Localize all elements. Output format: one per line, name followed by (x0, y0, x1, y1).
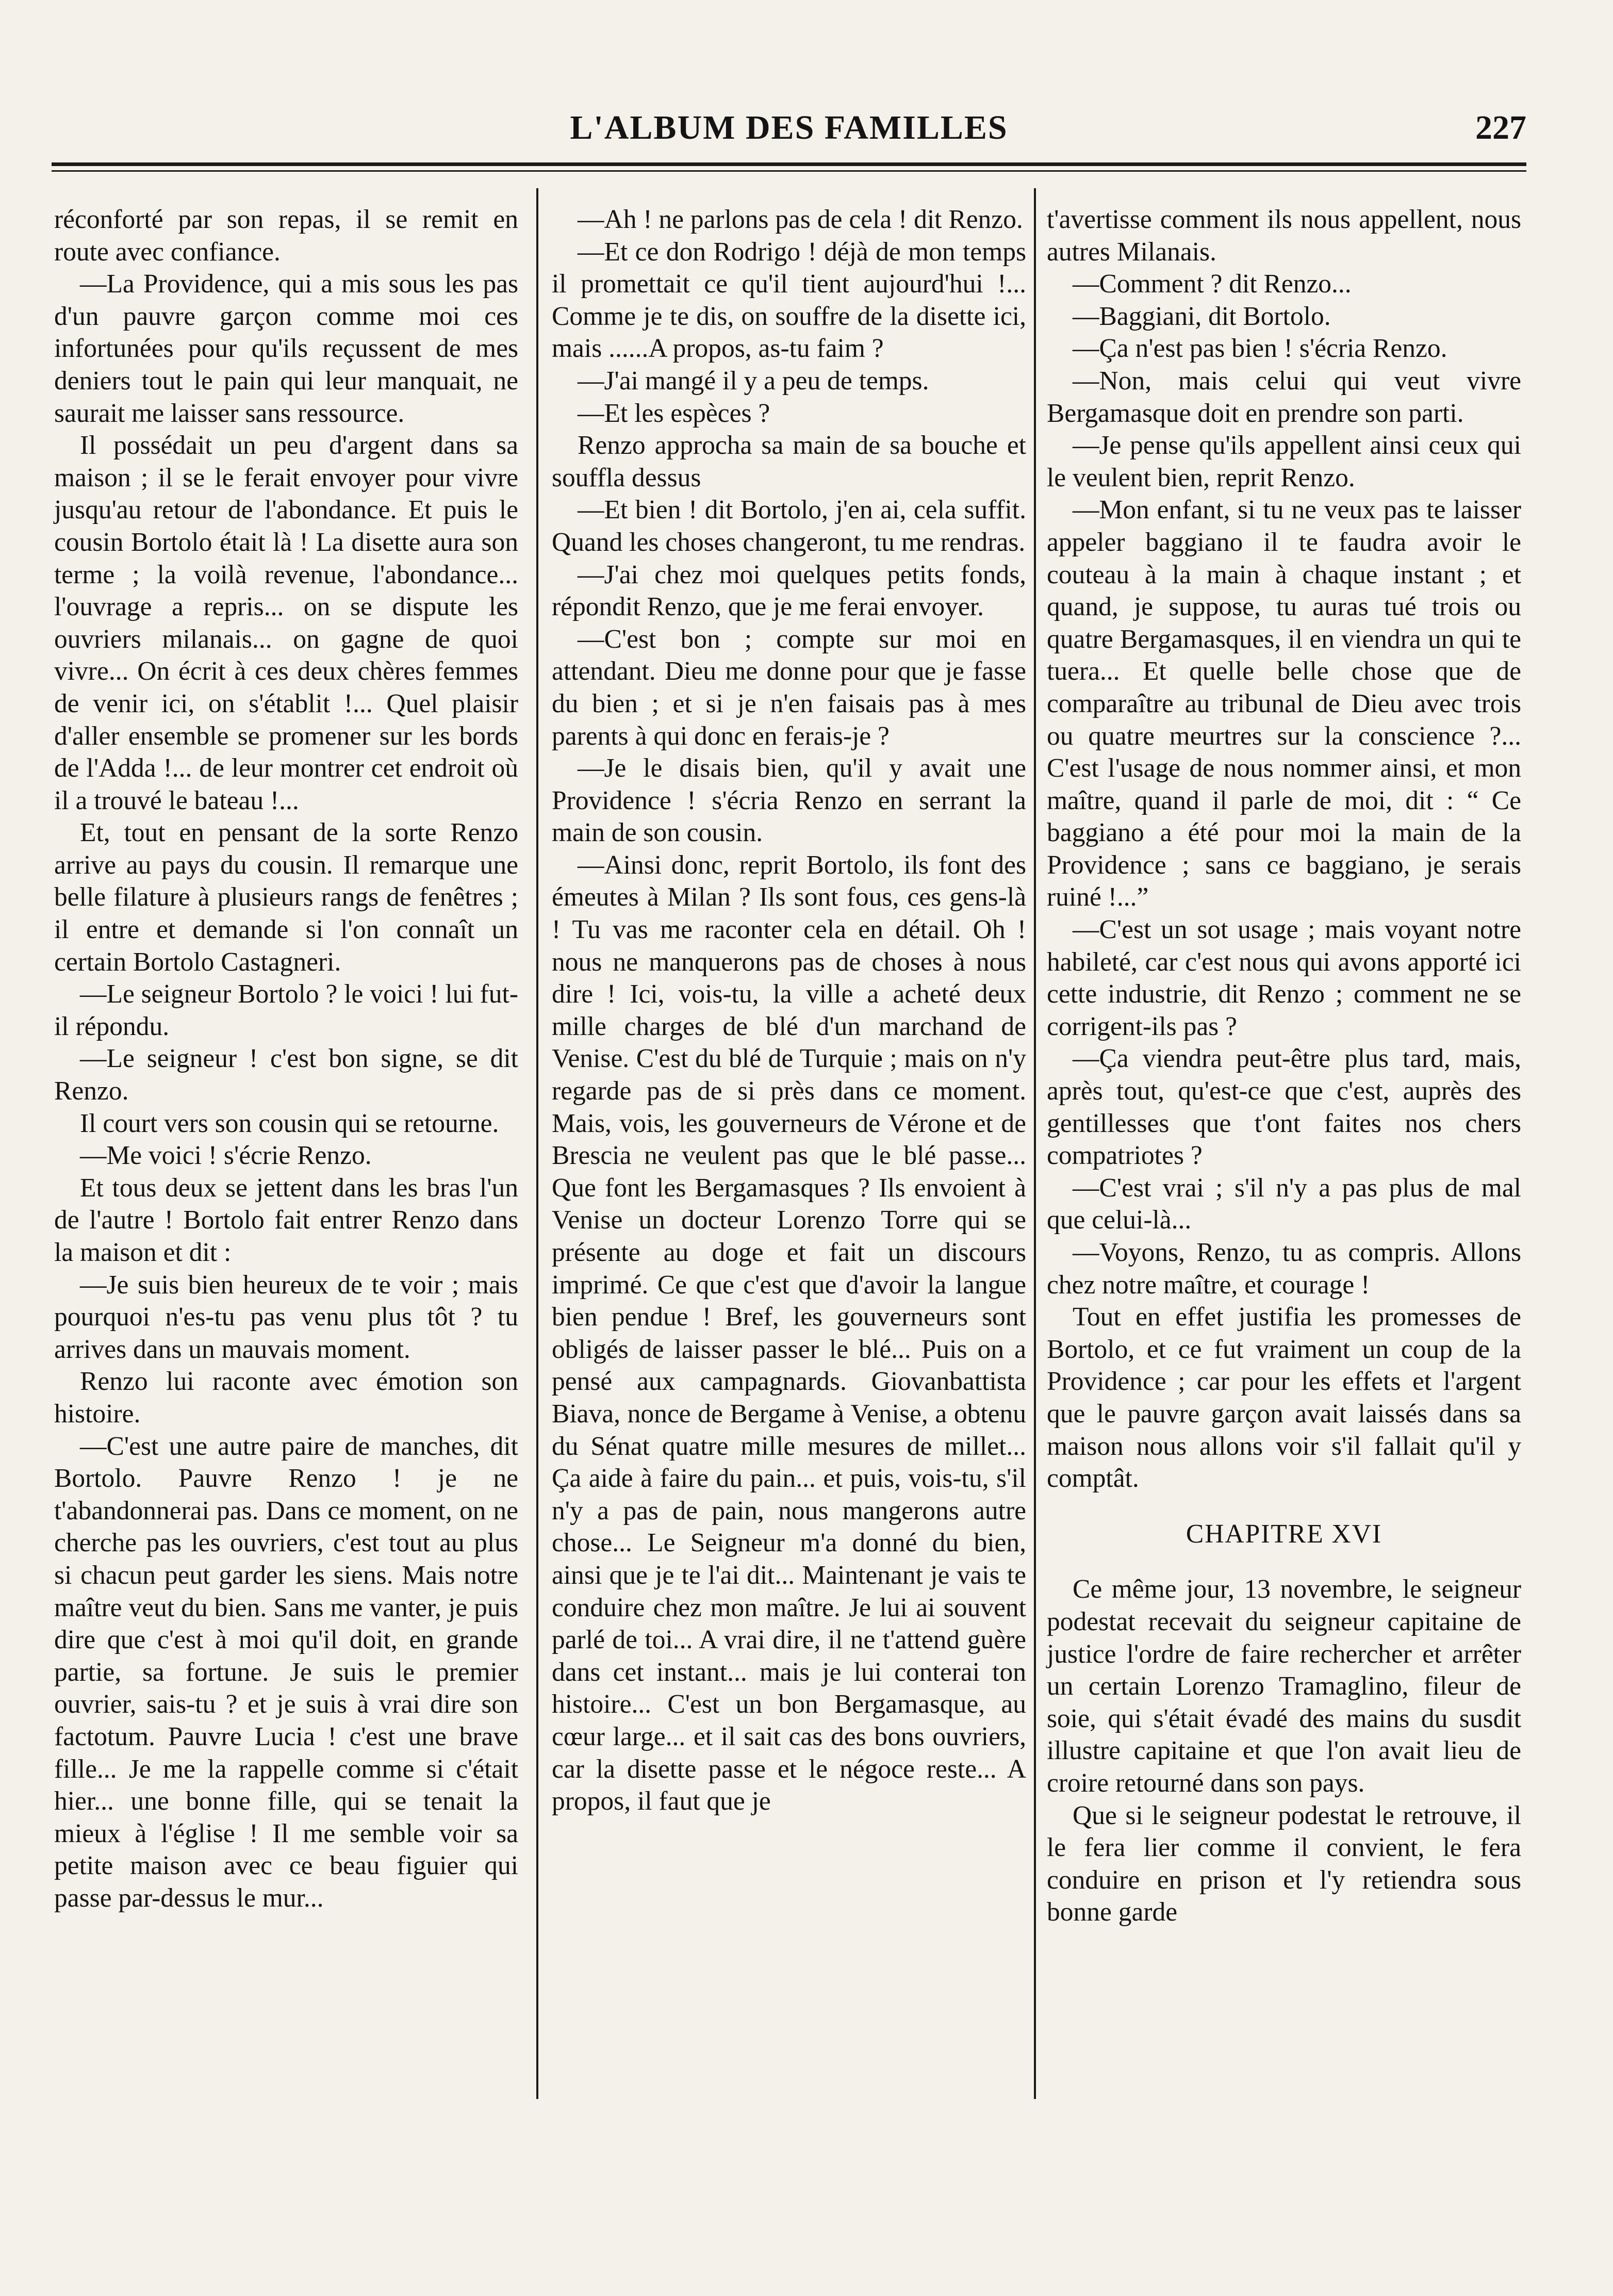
paragraph: Que si le seigneur podestat le retrouve, il le fera lier comme il convient, le fera conduire en prison et l'y retiendra sous bonne garde (1047, 1800, 1521, 1927)
paragraph: —Le seigneur Bortolo ? le voici ! lui fut-il répondu. (54, 979, 518, 1041)
paragraph: —Et bien ! dit Bortolo, j'en ai, cela suffit. Quand les choses changeront, tu me rendras. (552, 495, 1026, 557)
paragraph: —Non, mais celui qui veut vivre Bergamasque doit en prendre son parti. (1047, 366, 1521, 428)
paragraph: —Je le disais bien, qu'il y avait une Providence ! s'écria Renzo en serrant la main de son cousin. (552, 753, 1026, 848)
page-number: 227 (1475, 109, 1526, 146)
paragraph: —Ça viendra peut-être plus tard, mais, après tout, qu'est-ce que c'est, auprès des gentillesses que t'ont faites nos chers compatriotes ? (1047, 1044, 1521, 1171)
paragraph: —Le seigneur ! c'est bon signe, se dit Renzo. (54, 1044, 518, 1106)
paragraph: Ce même jour, 13 novembre, le seigneur podestat recevait du seigneur capitaine de justice l'ordre de faire rechercher et arrêter un certain Lorenzo Tramaglino, fileur de soie, qui s'était évadé des mains du susdit illustre capitaine et que l'on avait lieu de croire retourné dans son pays. (1047, 1575, 1521, 1798)
paragraph: Tout en effet justifia les promesses de Bortolo, et ce fut vraiment un coup de la Providence ; car pour les effets et l'argent que le pauvre garçon avait laissés dans sa maison nous allons voir s'il fallait qu'il y comptât. (1047, 1302, 1521, 1494)
text-column-1 (54, 204, 518, 1914)
page-header (52, 108, 1526, 155)
paragraph: —Voyons, Renzo, tu as compris. Allons chez notre maître, et courage ! (1047, 1238, 1521, 1300)
paragraph: —Ainsi donc, reprit Bortolo, ils font des émeutes à Milan ? Ils sont fous, ces gens-là ! Tu vas me raconter cela en détail. Oh ! nous ne manquerons pas de choses à nous dire ! Ici, vois-tu, la ville a acheté deux mille charges de blé d'un marchand de Venise. C'est du blé de Turquie ; mais on n'y regarde pas de si près dans ce moment. Mais, vois, les gouverneurs de Vérone et de Brescia ne veulent pas que le blé passe... Que font les Bergamasques ? Ils envoient à Venise un docteur Lorenzo Torre qui se présente au doge et fait un discours imprimé. Ce que c'est que d'avoir la langue bien pendue ! Bref, les gouverneurs sont obligés de laisser passer le blé... Puis on a pensé aux campagnards. Giovanbattista Biava, nonce de Bergame à Venise, a obtenu du Sénat quatre mille mesures de millet... Ça aide à faire du pain... et puis, vois-tu, s'il n'y a pas de pain, nous mangerons autre chose... Le Seigneur m'a donné du bien, ainsi que je te l'ai dit... Maintenant je vais te conduire chez mon maître. Je lui ai souvent parlé de toi... A vrai dire, il ne t'attend guère dans cet instant... mais je lui conterai ton histoire... C'est un bon Bergamasque, au cœur large... et il sait cas des bons ouvriers, car la disette passe et le négoce reste... A propos, il faut que je (552, 850, 1026, 1816)
chapter-heading: CHAPITRE XVI (1186, 1519, 1382, 1549)
paragraph: —Comment ? dit Renzo... (1073, 269, 1352, 299)
paragraph: —Ah ! ne parlons pas de cela ! dit Renzo. (578, 205, 1023, 234)
running-title: L'ALBUM DES FAMILLES (570, 109, 1008, 146)
paragraph: —C'est une autre paire de manches, dit Bortolo. Pauvre Renzo ! je ne t'abandonnerai pas. Dans ce moment, on ne cherche pas les ouvriers, c'est tout au plus si chacun peut garder les siens. Mais notre maître veut du bien. Sans me vanter, je puis dire que c'est à moi qu'il doit, en grande partie, sa fortune. Je suis le premier ouvrier, sais-tu ? et je suis à vrai dire son factotum. Pauvre Lucia ! c'est une brave fille... Je me la rappelle comme si c'était hier... une bonne fille, qui se tenait la mieux à l'église ! Il me semble voir sa petite maison avec ce beau figuier qui passe par-dessus le mur... (54, 1431, 518, 1913)
paragraph: Renzo approcha sa main de sa bouche et souffla dessus (552, 431, 1026, 493)
paragraph: —J'ai mangé il y a peu de temps. (578, 366, 929, 396)
paragraph: réconforté par son repas, il se remit en route avec confiance. (54, 205, 518, 267)
paragraph: —Je suis bien heureux de te voir ; mais pourquoi n'es-tu pas venu plus tôt ? tu arrives dans un mauvais moment. (54, 1270, 518, 1364)
text-column-2 (552, 204, 1026, 1818)
column-separator-right (1034, 188, 1036, 2099)
paragraph: —Et ce don Rodrigo ! déjà de mon temps il promettait ce qu'il tient aujourd'hui !... Comme je te dis, on souffre de la disette ici, mais ......A propos, as-tu faim ? (552, 237, 1026, 364)
paragraph: —Ça n'est pas bien ! s'écria Renzo. (1073, 334, 1447, 364)
text-column-3 (1047, 204, 1521, 1929)
paragraph: Renzo lui raconte avec émotion son histoire. (54, 1367, 518, 1429)
paragraph: —Je pense qu'ils appellent ainsi ceux qui le veulent bien, reprit Renzo. (1047, 431, 1521, 493)
paragraph: —Baggiani, dit Bortolo. (1073, 301, 1331, 331)
paragraph: —J'ai chez moi quelques petits fonds, répondit Renzo, que je me ferai envoyer. (552, 560, 1026, 622)
paragraph: t'avertisse comment ils nous appellent, nous autres Milanais. (1047, 205, 1521, 267)
paragraph: —Et les espèces ? (578, 398, 770, 428)
paragraph: Et tous deux se jettent dans les bras l'un de l'autre ! Bortolo fait entrer Renzo dans la maison et dit : (54, 1173, 518, 1267)
column-separator-left (536, 188, 538, 2099)
paragraph: —Mon enfant, si tu ne veux pas te laisser appeler baggiano il te faudra avoir le couteau à la main à chaque instant ; et quand, je suppose, tu auras tué trois ou quatre Bergamasques, il en viendra un qui te tuera... Et quelle belle chose que de comparaître au tribunal de Dieu avec trois ou quatre meurtres sur la conscience ?... C'est l'usage de nous nommer ainsi, et mon maître, quand il parle de moi, dit : “ Ce baggiano a été pour moi la main de la Providence ; sans ce baggiano, je serais ruiné !...” (1047, 495, 1521, 912)
header-rule-thin (52, 170, 1526, 172)
paragraph: —La Providence, qui a mis sous les pas d'un pauvre garçon comme moi ces infortunées pour qu'ils reçussent de mes deniers tout le pain qui leur manquait, ne saurait me laisser sans ressource. (54, 269, 518, 428)
paragraph: —Me voici ! s'écrie Renzo. (80, 1141, 372, 1171)
paragraph: Il possédait un peu d'argent dans sa maison ; il se le ferait envoyer pour vivre jusqu'au retour de l'abondance. Et puis le cousin Bortolo était là ! La disette aura son terme ; la voilà revenue, l'abondance... l'ouvrage a repris... on se dispute les ouvriers milanais... on gagne de quoi vivre... On écrit à ces deux chères femmes de venir ici, on s'établit !... Quel plaisir d'aller ensemble se promener sur les bords de l'Adda !... de leur montrer cet endroit où il a trouvé le bateau !... (54, 431, 518, 815)
paragraph: —C'est un sot usage ; mais voyant notre habileté, car c'est nous qui avons apporté ici cette industrie, dit Renzo ; comment ne se corrigent-ils pas ? (1047, 915, 1521, 1041)
paragraph: —C'est vrai ; s'il n'y a pas plus de mal que celui-là... (1047, 1173, 1521, 1235)
paragraph: Et, tout en pensant de la sorte Renzo arrive au pays du cousin. Il remarque une belle filature à plusieurs rangs de fenêtres ; il entre et demande si l'on connaît un certain Bortolo Castagneri. (54, 818, 518, 977)
paragraph: Il court vers son cousin qui se retourne. (80, 1108, 499, 1138)
header-rule-thick (52, 162, 1526, 166)
paragraph: —C'est bon ; compte sur moi en attendant. Dieu me donne pour que je fasse du bien ; et si je n'en faisais pas à mes parents à qui donc en ferais-je ? (552, 624, 1026, 751)
